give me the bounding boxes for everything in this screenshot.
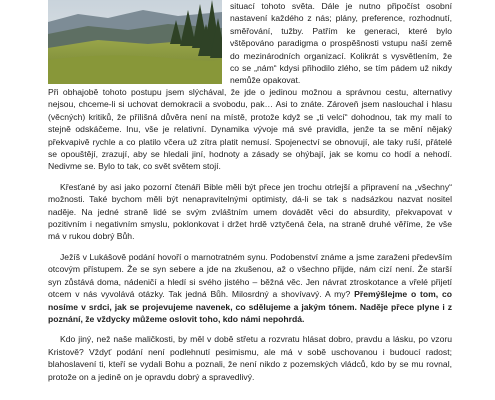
paragraph-3 [48, 251, 452, 325]
mountain-landscape-photo [48, 0, 222, 84]
paragraph-3-emphasis: Přemýšlejme o tom, co nosíme v srdci, jak se projevujeme navenek, co sdělujeme a jakým tónem. Naděje přece plyne i z poznání, že vždycky můžeme oslovit toho, kdo námi nepohrdá. [48, 289, 452, 324]
paragraph-1: Při obhajobě tohoto postupu jsem slýchával, že jde o jedinou možnou a správnou cestu, alternativy nejsou, chceme-li si uchovat demokracii a svobodu, pak… Asi to znáte. Zároveň jsem naslouchal i hlasu (věcných) kritiků, že přílišná důvěra není na místě, protože když se „ti velcí“ dohodnou, tak my malí to stejně odskáčeme. Inu, vše je relativní. Dynamika vývoje má své pravidla, jenže ta se mění nějaký překvapivě rychle a co platilo včera už zítra platit nemusí. Spojenectví se obnovují, ale taky ruší, přátelé se opouštějí, zrazují, aby se hledali jiní, hodnoty a zásady se ohýbají, jak se komu co hodí a nehodí. Nedivme se. Bylo to tak, co svět světem stojí. [48, 87, 452, 172]
right-column-text: situací tohoto světa. Dále je nutno připočíst osobní nastavení každého z nás; plány, preference, rozhodnutí, směřování, tužby. Patřím ke generaci, které bylo vštěpováno paradigma o prospěšnosti vstupu naší země do mezinárodních organizací. Kolikrát s vysvětlením, že co se „nám“ kdysi přihodilo zlého, se tím pádem už nikdy nemůže opakovat. [230, 1, 452, 86]
paragraph-4: Kdo jiný, než naše maličkosti, by měl v době střetu a rozvratu hlásat dobro, pravdu a lásku, po vzoru Kristově? Vždyť podání není podlehnutí pesimismu, ale má v sobě uschovanou i budoucí radost; blahoslavení ti, kteří se vydali Bohu a poznali, že není nikdo z pozemských vládců, kdo by se mu rovnal, protože on a jedině on je opravdu dobrý a spravedlivý. [48, 334, 452, 382]
paragraph-3-text: Ježíš v Lukášově podání hovoří o marnotratném synu. Podobenství známe a jsme zaraženi především otcovým přístupem. Že se syn sebere a jde na zkušenou, až o všechno přijde, nám cizí není. Že starší syn zůstává doma, nádeničí a hledí si svého jistého – běžná věc. Jen návrat ztroskotance a vřelé přijetí otcem v nás vyvolává otázky. Tak jedná Bůh. Milosrdný a shovívavý. A my? [48, 251, 452, 300]
paragraph-2: Křesťané by asi jako pozorní čtenáři Bible měli být přece jen trochu otrlejší a připravení na „všechny“ možnosti. Také bychom měli být nenapravitelnými optimisty, dá-li se tak s nadsázkou nazvat nositel naděje. Na jedné straně lidé se svým zvláštním umem dovádět věci do absurdity, překvapovat v pozitivním i negativním smyslu, poklonkovat i držet hrdě vztyčená čela, na straně druhé věříme, že vše má v rukou dobrý Bůh. [48, 181, 452, 242]
article-body [48, 86, 452, 391]
